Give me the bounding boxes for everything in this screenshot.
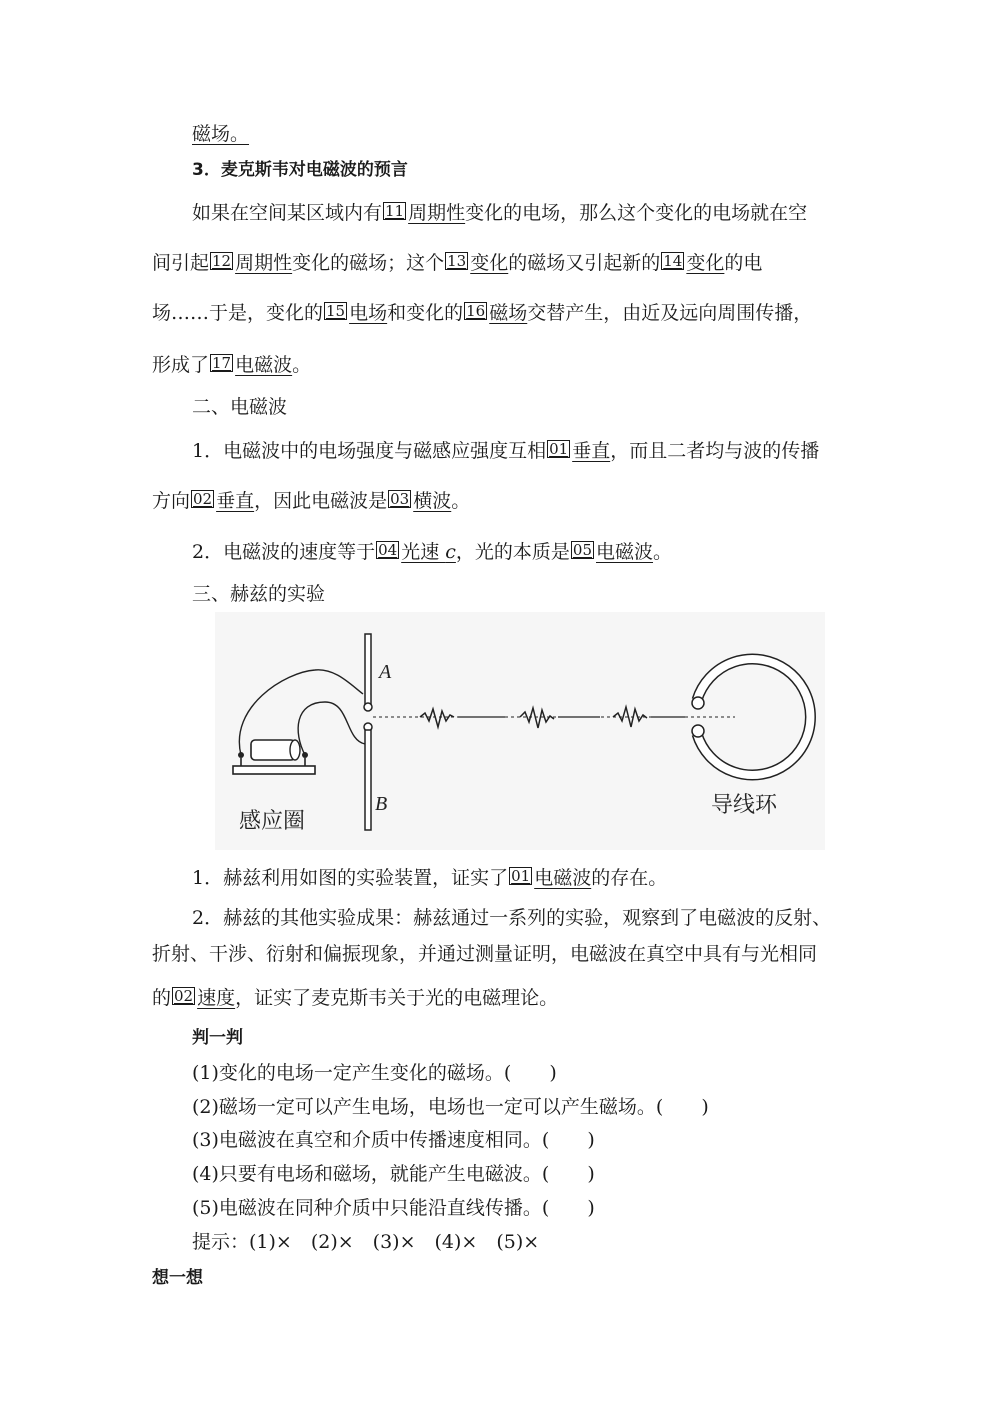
judge-item-5: (5)电磁波在同种介质中只能沿直线传播。( ) — [192, 1197, 595, 1219]
answer-box-02b: 02 — [174, 987, 194, 1005]
answer-box-15: 15 — [326, 302, 346, 320]
part3-item-1: 1．赫兹利用如图的实验装置，证实了 01 电磁波的存在。 — [192, 867, 668, 889]
label-wire-ring: 导线环 — [711, 793, 778, 818]
part2-heading: 二、电磁波 — [192, 396, 288, 418]
sec3-line-3: 场……于是，变化的 15 电场和变化的 16 磁场交替产生，由近及远向周围传播， — [152, 302, 813, 324]
sec3-line-1: 如果在空间某区域内有 11 周期性变化的电场，那么这个变化的电场就在空 — [192, 202, 808, 224]
rod-b — [365, 730, 371, 830]
hertz-diagram — [215, 612, 825, 850]
answer-box-03: 03 — [390, 490, 410, 508]
answer-box-05: 05 — [572, 541, 592, 559]
wire-to-b — [298, 702, 365, 755]
answer-box-12: 12 — [212, 252, 232, 270]
section-3-title: 3．麦克斯韦对电磁波的预言 — [192, 160, 408, 180]
judge-item-2: (2)磁场一定可以产生电场，电场也一定可以产生磁场。( ) — [192, 1096, 709, 1118]
judge-item-1: (1)变化的电场一定产生变化的磁场。( ) — [192, 1062, 557, 1084]
part2-item-1-cont: 方向 02 垂直，因此电磁波是 03 横波。 — [152, 490, 471, 512]
part2-item-2: 2．电磁波的速度等于 04 光速 c，光的本质是 05 电磁波。 — [192, 541, 673, 563]
answer-box-01: 01 — [549, 440, 569, 458]
label-induction-coil: 感应圈 — [239, 809, 306, 834]
coil-cylinder — [251, 740, 295, 760]
wave-packet-2 — [520, 708, 554, 728]
answer-box-13: 13 — [447, 252, 467, 270]
sec3-line-2: 间引起 12 周期性变化的磁场；这个 13 变化的磁场又引起新的 14 变化的电 — [152, 252, 763, 274]
answer-box-16: 16 — [466, 302, 486, 320]
judge-item-4: (4)只要有电场和磁场，就能产生电磁波。( ) — [192, 1163, 595, 1185]
hertz-experiment-figure — [215, 612, 825, 850]
answer-box-02: 02 — [193, 490, 213, 508]
judge-title: 判一判 — [192, 1028, 243, 1048]
answer-box-11: 11 — [385, 202, 405, 220]
part3-item-2-l3: 的 02 速度，证实了麦克斯韦关于光的电磁理论。 — [152, 987, 559, 1009]
wave-packet-1 — [420, 709, 454, 727]
label-b: B — [375, 793, 388, 815]
answer-box-17: 17 — [212, 354, 232, 372]
rod-a — [365, 634, 371, 704]
sec3-line-4: 形成了 17 电磁波。 — [152, 354, 312, 376]
intro-tail: 磁场。 — [192, 123, 250, 145]
label-a: A — [379, 661, 392, 683]
part3-item-2-l1: 2．赫兹的其他实验成果：赫兹通过一系列的实验，观察到了电磁波的反射、 — [192, 907, 832, 929]
judge-hint: 提示：(1)× (2)× (3)× (4)× (5)× — [192, 1231, 540, 1253]
answer-box-14: 14 — [663, 252, 683, 270]
part3-heading: 三、赫兹的实验 — [192, 583, 326, 605]
part3-item-2-l2: 折射、干涉、衍射和偏振现象，并通过测量证明，电磁波在真空中具有与光相同 — [152, 943, 818, 965]
answer-box-01b: 01 — [511, 867, 531, 885]
part2-item-1: 1．电磁波中的电场强度与磁感应强度互相 01 垂直，而且二者均与波的传播 — [192, 440, 820, 462]
answer-box-04: 04 — [378, 541, 398, 559]
think-title: 想一想 — [152, 1268, 203, 1288]
coil-base — [233, 766, 315, 774]
wave-packet-3 — [613, 707, 647, 727]
judge-item-3: (3)电磁波在真空和介质中传播速度相同。( ) — [192, 1129, 595, 1151]
